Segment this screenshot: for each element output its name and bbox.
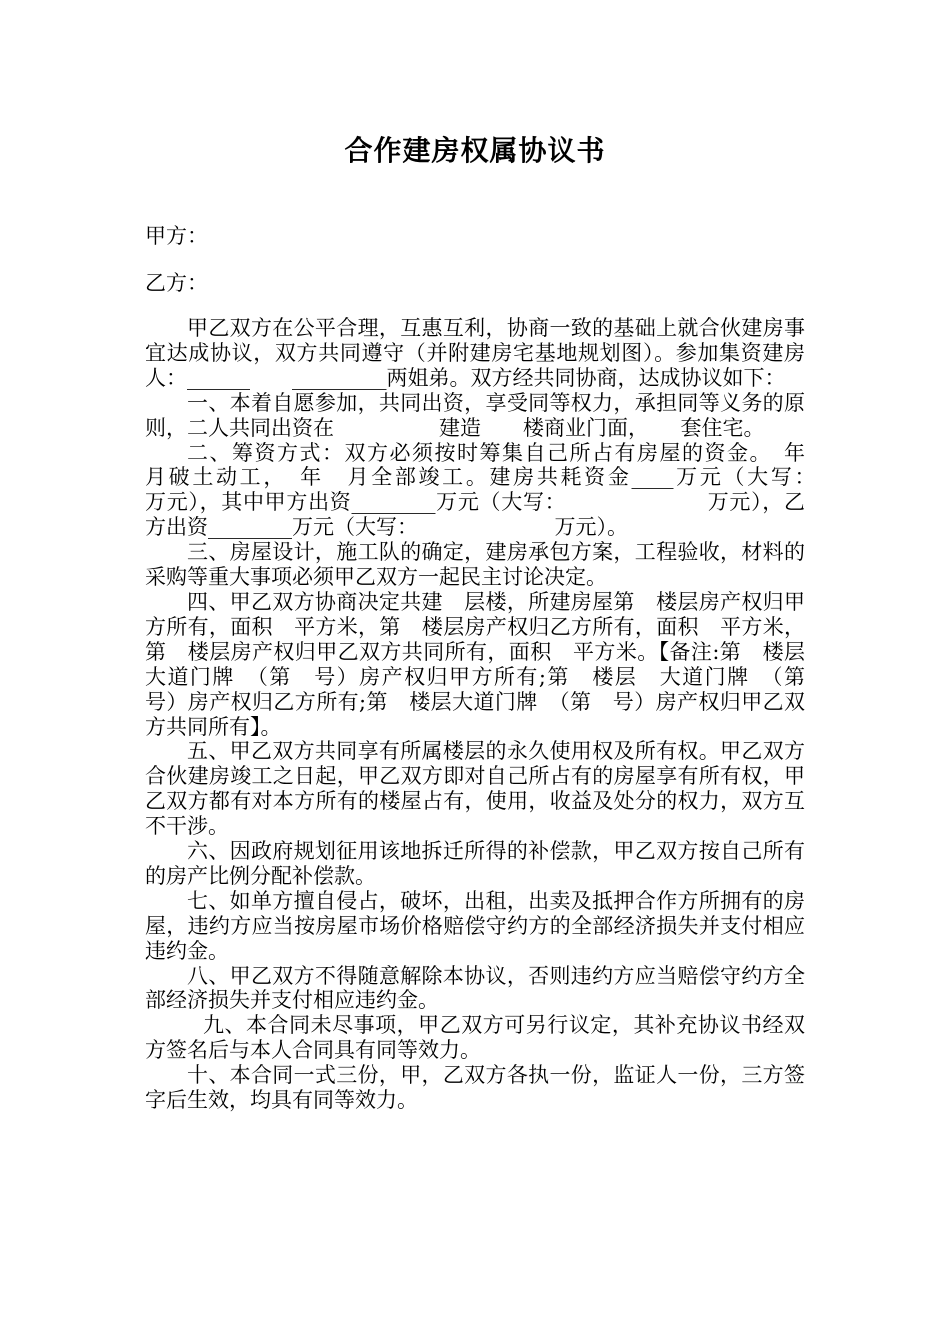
paragraph-clause-3: 三、房屋设计，施工队的确定，建房承包方案，工程验收，材料的采购等重大事项必须甲乙双方一起民主讨论决定。 — [145, 540, 805, 590]
paragraph-clause-2: 二、筹资方式：双方必须按时筹集自己所占有房屋的资金。 年 月破土动工， 年 月全部竣工。建房共耗资金____万元（大写： 万元），其中甲方出资________万元（大写： 万元），乙方出资________万元（大写： 万元）。 — [145, 440, 868, 540]
paragraph-intro: 甲乙双方在公平合理，互惠互利，协商一致的基础上就合伙建房事宜达成协议，双方共同遵守（并附建房宅基地规划图）。参加集资建房人：______ _________两姐弟。双方经共同协商，达成协议如下： — [145, 316, 805, 390]
paragraph-clause-4: 四、甲乙双方协商决定共建 层楼，所建房屋第 楼层房产权归甲方所有，面积 平方米，第 楼层房产权归乙方所有，面积 平方米，第 楼层房产权归甲乙双方共同所有，面积 平方米。【备注:第 楼层 大道门牌 （第 号）房产权归甲方所有;第 楼层 大道门牌 （第 号）房产权归乙方所有;第 楼层大道门牌 （第 号）房产权归甲乙双方共同所有】。 — [145, 589, 826, 739]
paragraph-clause-6: 六、因政府规划征用该地拆迁所得的补偿款，甲乙双方按自己所有的房产比例分配补偿款。 — [145, 839, 805, 888]
paragraph-clause-8: 八、甲乙双方不得随意解除本协议，否则违约方应当赔偿守约方全部经济损失并支付相应违约金。 — [145, 963, 805, 1013]
paragraph-clause-9: 九、本合同未尽事项，甲乙双方可另行议定，其补充协议书经双方签名后与本人合同具有同等效力。 — [145, 1013, 805, 1063]
document-title: 合作建房权属协议书 — [344, 134, 606, 167]
paragraph-clause-1: 一、本着自愿参加，共同出资，享受同等权力，承担同等义务的原则，二人共同出资在 建造 楼商业门面， 套住宅。 — [145, 390, 805, 440]
paragraph-clause-10: 十、本合同一式三份，甲，乙双方各执一份，监证人一份，三方签字后生效，均具有同等效力。 — [145, 1063, 805, 1113]
paragraph-clause-7: 七、如单方擅自侵占，破坏，出租，出卖及抵押合作方所拥有的房屋，违约方应当按房屋市场价格赔偿守约方的全部经济损失并支付相应违约金。 — [145, 888, 805, 963]
agreement-body — [145, 316, 868, 1113]
party-a-label: 甲方： — [145, 224, 208, 248]
party-b-label: 乙方： — [145, 271, 208, 295]
paragraph-clause-5: 五、甲乙双方共同享有所属楼层的永久使用权及所有权。甲乙双方合伙建房竣工之日起，甲乙双方即对自己所占有的房屋享有所有权，甲乙双方都有对本方所有的楼屋占有，使用，收益及处分的权力，双方互不干涉。 — [145, 739, 805, 839]
